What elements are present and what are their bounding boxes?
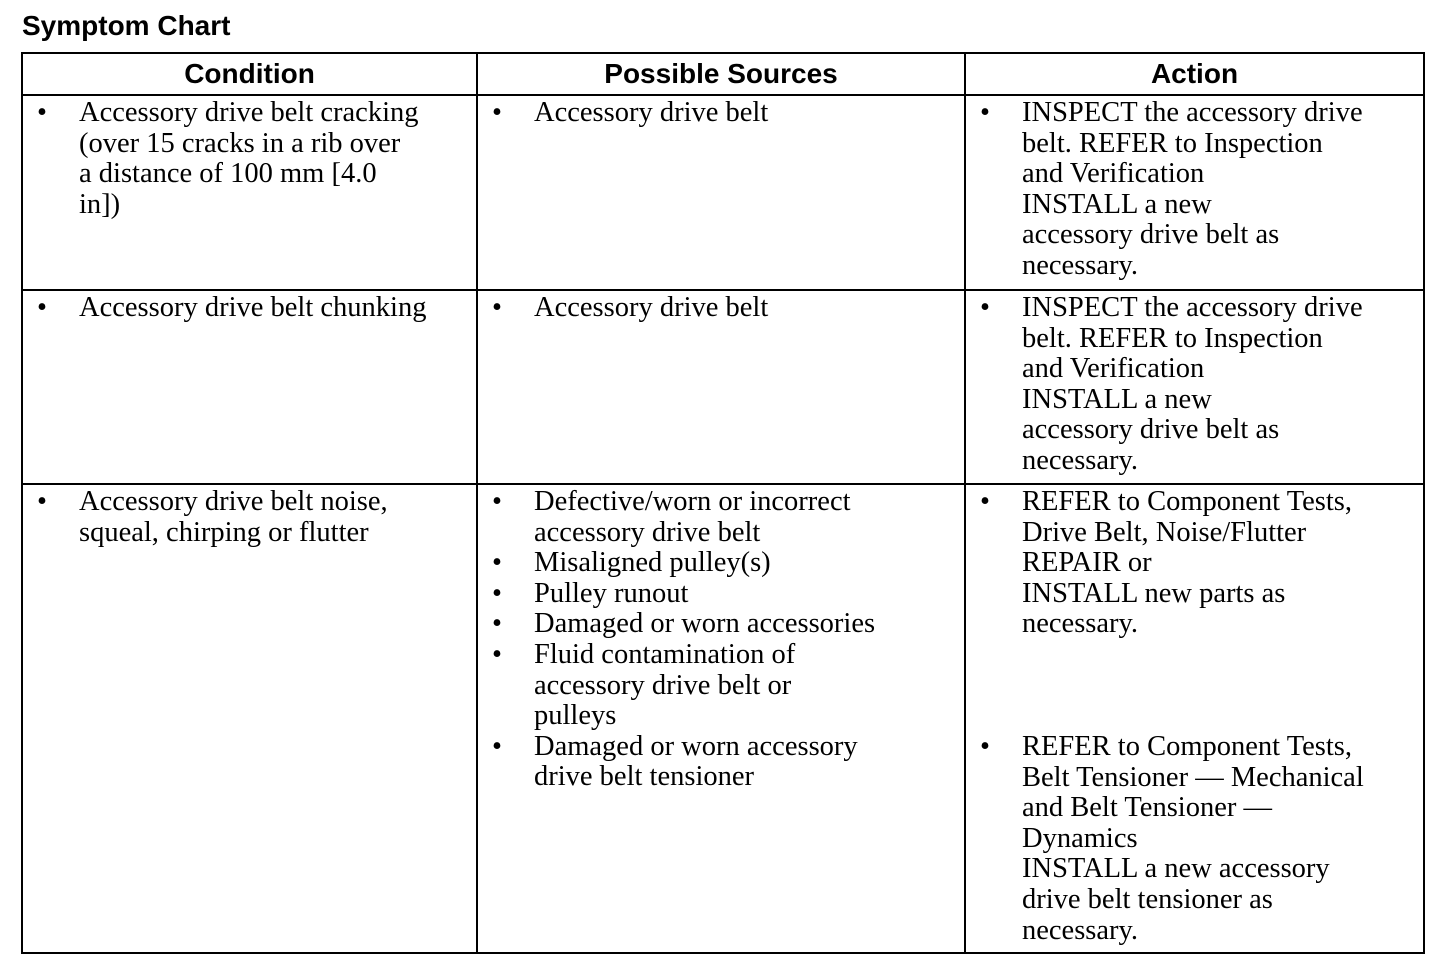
action-item [966,293,1423,477]
text-line: Belt Tensioner — Mechanical [1022,761,1364,793]
text-line: Drive Belt, Noise/Flutter [1022,516,1307,548]
text-line: • Pulley runout [534,577,689,609]
text-line: REPAIR or [1022,547,1152,579]
source-item [478,640,964,732]
text-line: • Fluid contamination of [534,638,796,670]
text-line: • Accessory drive belt chunking [79,292,427,323]
text-line: pulleys [534,700,617,732]
text-line: (over 15 cracks in a rib over [79,127,401,159]
text-line: necessary. [1022,608,1139,640]
source-item [478,579,964,610]
text-line: • INSPECT the accessory drive [1022,97,1363,128]
action-item [966,98,1423,282]
page-title: Symptom Chart [22,10,231,41]
condition-cell [22,484,477,953]
source-item [478,548,964,579]
text-line: squeal, chirping or flutter [79,516,369,548]
text-line: • Accessory drive belt noise, [79,486,388,517]
text-line: a distance of 100 mm [4.0 [79,158,377,190]
condition-item [23,293,476,324]
text-line: and Verification [1022,353,1205,385]
text-line: • Misaligned pulley(s) [534,547,771,579]
condition-cell [22,95,477,290]
column-header-action: Action [965,53,1424,95]
column-header-condition: Condition [22,53,477,95]
source-item [478,732,964,793]
condition-item [23,98,476,220]
text-line: accessory drive belt as [1022,219,1280,251]
text-line: INSTALL a new accessory [1022,853,1330,885]
source-item [478,487,964,548]
text-line: • Damaged or worn accessories [534,608,876,640]
header-row [22,53,1424,95]
text-line: • Damaged or worn accessory [534,730,858,762]
text-line: Dynamics [1022,822,1138,854]
sources-cell [477,290,965,484]
text-line: • Accessory drive belt cracking [79,97,419,128]
text-line: INSTALL a new [1022,188,1212,220]
text-line: INSTALL a new [1022,383,1212,415]
condition-cell [22,290,477,484]
action-cell [965,95,1424,290]
symptom-chart-table [21,52,1425,954]
text-line: necessary. [1022,444,1139,476]
source-item [478,98,964,129]
text-line: in]) [79,188,121,220]
text-line: • REFER to Component Tests, [1022,486,1353,517]
text-line: drive belt tensioner as [1022,883,1273,915]
text-line: • Accessory drive belt [534,292,769,323]
text-line: accessory drive belt as [1022,414,1280,446]
condition-item [23,487,476,548]
text-line: INSTALL new parts as [1022,577,1286,609]
action-item [966,487,1423,640]
sources-cell [477,484,965,953]
text-line: • REFER to Component Tests, [1022,730,1353,762]
text-line: drive belt tensioner [534,761,755,793]
text-line: accessory drive belt [534,516,761,548]
action-item [966,732,1423,946]
spacer [966,640,1423,732]
sources-cell [477,95,965,290]
source-item [478,609,964,640]
text-line: • Accessory drive belt [534,97,769,128]
action-cell [965,290,1424,484]
text-line: and Verification [1022,158,1205,190]
text-line: and Belt Tensioner — [1022,792,1272,824]
text-line: necessary. [1022,914,1139,946]
source-item [478,293,964,324]
table-row [22,95,1424,290]
text-line: belt. REFER to Inspection [1022,127,1323,159]
column-header-possible-sources: Possible Sources [477,53,965,95]
text-line: necessary. [1022,249,1139,281]
text-line: belt. REFER to Inspection [1022,322,1323,354]
table-row [22,290,1424,484]
action-cell [965,484,1424,953]
text-line: • INSPECT the accessory drive [1022,292,1363,323]
text-line: • Defective/worn or incorrect [534,486,851,517]
table-row [22,484,1424,953]
text-line: accessory drive belt or [534,669,792,701]
